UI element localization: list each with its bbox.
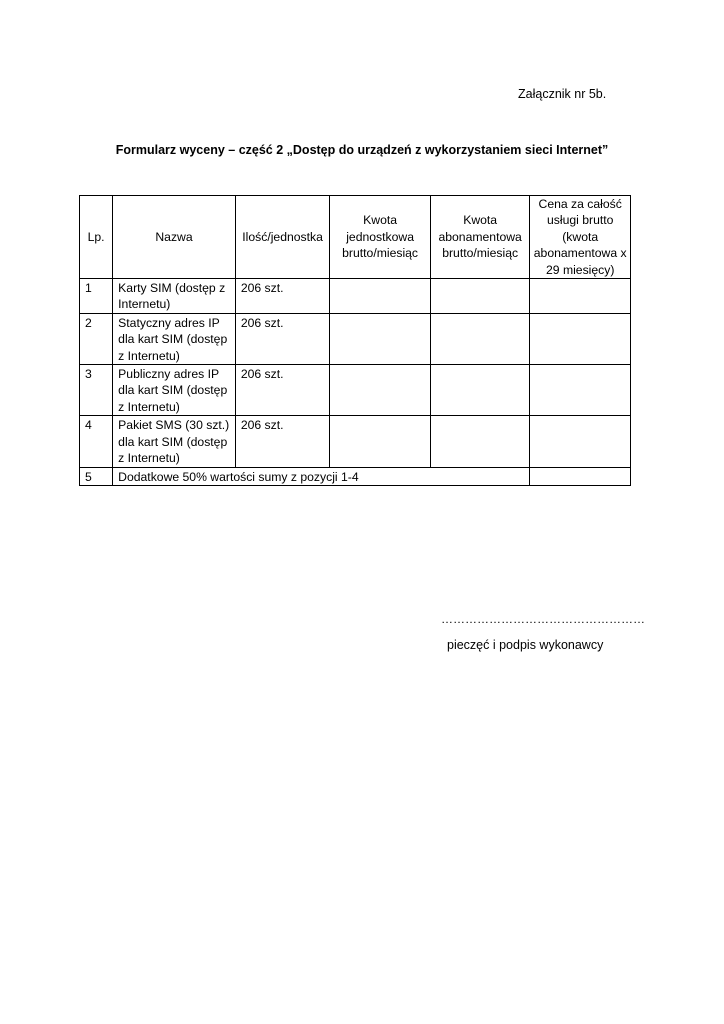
signature-line: …………………………………………… xyxy=(441,612,645,626)
header-name: Nazwa xyxy=(113,196,236,279)
cell-lp: 5 xyxy=(80,467,113,485)
cell-subscription[interactable] xyxy=(430,279,530,314)
cell-subscription[interactable] xyxy=(430,365,530,416)
table-header-row xyxy=(80,196,631,279)
table-row xyxy=(80,365,631,416)
cell-name: Statyczny adres IP dla kart SIM (dostęp z Internetu) xyxy=(113,313,236,364)
cell-quantity: 206 szt. xyxy=(235,365,330,416)
header-quantity: Ilość/jednostka xyxy=(235,196,330,279)
cell-quantity: 206 szt. xyxy=(235,313,330,364)
cell-lp: 2 xyxy=(80,313,113,364)
cell-name: Pakiet SMS (30 szt.) dla kart SIM (dostęp z Internetu) xyxy=(113,416,236,467)
cell-unit-price[interactable] xyxy=(330,279,431,314)
table-row xyxy=(80,416,631,467)
pricing-table xyxy=(79,195,631,486)
cell-total-price[interactable] xyxy=(530,467,631,485)
table-row xyxy=(80,313,631,364)
cell-subscription[interactable] xyxy=(430,313,530,364)
header-lp: Lp. xyxy=(80,196,113,279)
cell-quantity: 206 szt. xyxy=(235,416,330,467)
cell-lp: 3 xyxy=(80,365,113,416)
cell-unit-price[interactable] xyxy=(330,365,431,416)
cell-lp: 1 xyxy=(80,279,113,314)
cell-total-price[interactable] xyxy=(530,313,631,364)
cell-lp: 4 xyxy=(80,416,113,467)
cell-total-price[interactable] xyxy=(530,279,631,314)
header-subscription: Kwota abonamentowa brutto/miesiąc xyxy=(430,196,530,279)
cell-total-price[interactable] xyxy=(530,365,631,416)
cell-total-price[interactable] xyxy=(530,416,631,467)
cell-name: Publiczny adres IP dla kart SIM (dostęp z Internetu) xyxy=(113,365,236,416)
form-title: Formularz wyceny – część 2 „Dostęp do urządzeń z wykorzystaniem sieci Internet” xyxy=(115,143,609,157)
header-unit-price: Kwota jednostkowa brutto/miesiąc xyxy=(330,196,431,279)
summary-text: Dodatkowe 50% wartości sumy z pozycji 1-4 xyxy=(113,467,530,485)
header-total-price: Cena za całość usługi brutto (kwota abonamentowa x 29 miesięcy) xyxy=(530,196,631,279)
signature-label: pieczęć i podpis wykonawcy xyxy=(447,638,604,652)
cell-unit-price[interactable] xyxy=(330,313,431,364)
summary-row xyxy=(80,467,631,485)
cell-unit-price[interactable] xyxy=(330,416,431,467)
cell-subscription[interactable] xyxy=(430,416,530,467)
attachment-label: Załącznik nr 5b. xyxy=(518,87,607,101)
cell-quantity: 206 szt. xyxy=(235,279,330,314)
table-row xyxy=(80,279,631,314)
cell-name: Karty SIM (dostęp z Internetu) xyxy=(113,279,236,314)
